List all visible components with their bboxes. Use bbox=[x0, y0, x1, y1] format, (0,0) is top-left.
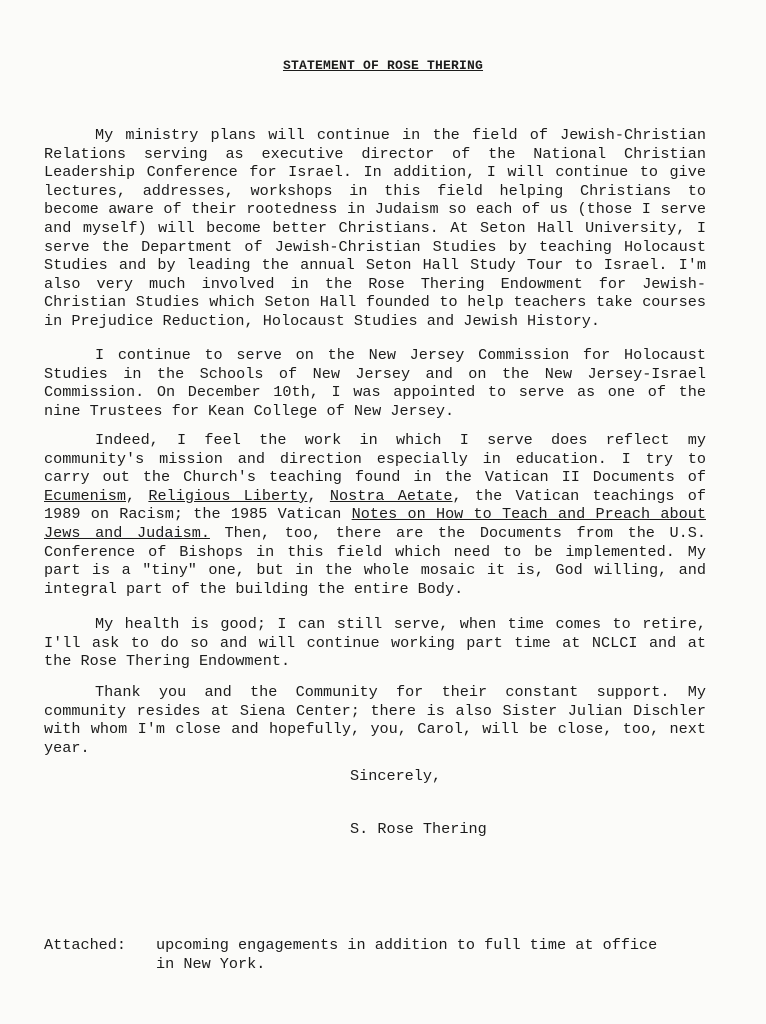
paragraph-commission-text: I continue to serve on the New Jersey Commission for Holocaust Studies in the Schools of New Jersey and on the New Jersey-Israel Commission. On December 10th, I was appointed to serve as one of the nine Trustees for Kean College of New Jersey. bbox=[44, 346, 706, 420]
paragraph-text: , bbox=[307, 486, 330, 505]
paragraph-ministry-plans-text: My ministry plans will continue in the field of Jewish-Christian Relations serving as executive director of the National Christian Leadership Conference for Israel. In addition, I will continue to give lectures, addresses, workshops in this field helping Christians to become aware of their rootedness in Judaism so each of us (those I serve and myself) will become better Christians. At Seton Hall University, I serve the Department of Jewish-Christian Studies by teaching Holocaust Studies and by leading the annual Seton Hall Study Tour to Israel. I'm also very much involved in the Rose Thering Endowment for Jewish-Christian Studies which Seton Hall founded to help teachers take courses in Prejudice Reduction, Holocaust Studies and Jewish History. bbox=[44, 126, 706, 330]
attachment-line-1: upcoming engagements in addition to full time at office bbox=[156, 936, 658, 954]
paragraph-commission bbox=[44, 346, 706, 420]
closing-salutation: Sincerely, bbox=[350, 767, 442, 785]
paragraph-church-teaching bbox=[44, 431, 706, 598]
paragraph-ministry-plans bbox=[44, 126, 706, 331]
religious-liberty-title: Religious Liberty bbox=[148, 486, 308, 505]
attachment-label: Attached: bbox=[44, 936, 127, 954]
notes-document-title: Notes on How to Teach and Preach about Jews and Judaism. bbox=[44, 505, 706, 542]
paragraph-thanks-text: Thank you and the Community for their constant support. My community resides at Siena Center; there is also Sister Julian Dischler with whom I'm close and hopefully, you, Carol, will be close, too, next year. bbox=[44, 683, 706, 757]
paragraph-health-text: My health is good; I can still serve, when time comes to retire, I'll ask to do so and will continue working part time at NCLCI and at the Rose Thering Endowment. bbox=[44, 615, 706, 671]
paragraph-health bbox=[44, 615, 706, 671]
paragraph-text: , the Vatican teachings of 1989 on Racism; the 1985 Vatican bbox=[44, 486, 706, 524]
attachment-line-2: in New York. bbox=[156, 954, 266, 973]
signature-name: S. Rose Thering bbox=[350, 820, 487, 838]
ecumenism-title: Ecumenism bbox=[44, 486, 127, 505]
paragraph-thanks bbox=[44, 683, 706, 757]
document-title: STATEMENT OF ROSE THERING bbox=[282, 58, 484, 73]
attachment-note bbox=[44, 936, 734, 973]
nostra-aetate-title: Nostra Aetate bbox=[329, 486, 453, 505]
paragraph-text: , bbox=[126, 486, 149, 505]
paragraph-text: Indeed, I feel the work in which I serve does reflect my community's mission and direction especially in education. I try to carry out the Church's teaching found in the Vatican II Documents of bbox=[44, 431, 706, 487]
paragraph-text: Then, too, there are the Documents from the U.S. Conference of Bishops in this field which need to be implemented. My part is a "tiny" one, but in the whole mosaic it is, God willing, and integral part of the building the entire Body. bbox=[44, 523, 706, 598]
